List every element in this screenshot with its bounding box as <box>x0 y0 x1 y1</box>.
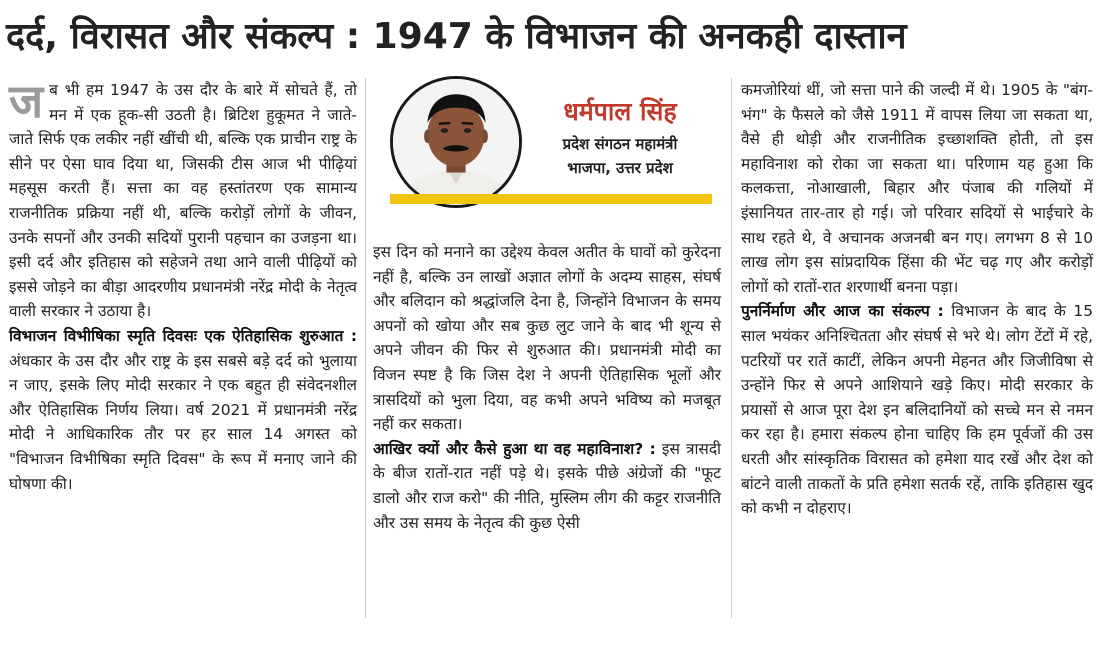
paragraph <box>741 299 1093 520</box>
article-headline: दर्द, विरासत और संकल्प : 1947 के विभाजन की अनकही दास्तान <box>6 16 907 57</box>
author-accent-bar <box>390 194 712 204</box>
paragraph: इस दिन को मनाने का उद्देश्य केवल अतीत के घावों को कुरेदना नहीं है, बल्कि उन लाखों अज्ञात लोगों के अदम्य साहस, संघर्ष और बलिदान को श्रद्धांजलि देना है, जिन्होंने विभाजन के समय अपनों को खोया और सब कुछ लुट जाने के बाद भी शून्य से अपने जीवन की फिर से शुरुआत की। प्रधानमंत्री मोदी का विजन स्पष्ट है कि जिस देश ने अपनी ऐतिहासिक भूलों और त्रासदियों को भुला दिया, वह कभी अपने भविष्य को मजबूत नहीं कर सकता। <box>373 243 721 434</box>
paragraph-text: ब भी हम 1947 के उस दौर के बारे में सोचते हैं, तो मन में एक हूक-सी उठती है। ब्रिटिश हुकूमत ने जाते-जाते सिर्फ एक लकीर नहीं खींची थी, बल्कि एक प्राचीन राष्ट्र के सीने पर ऐसा घाव दिया था, जिसकी टीस आज भी पीढ़ियां महसूस करती हैं। सत्ता का वह हस्तांतरण एक सामान्य राजनीतिक प्रक्रिया नहीं थी, बल्कि करोड़ों लोगों के जीवन, उनके सपनों और उनकी सदियों पुरानी पहचान का उजड़ना था। इसी दर्द और इतिहास को सहेजने तथा आने वाली पीढ़ियों को इससे जोड़ने का बीड़ा आदरणीय प्रधानमंत्री नरेंद्र मोदी के नेतृत्व वाली सरकार ने उठाया है। <box>9 81 357 321</box>
article-column-2 <box>373 240 721 535</box>
author-name: धर्मपाल सिंह <box>563 97 677 126</box>
column-divider <box>365 78 366 618</box>
author-portrait-illustration <box>393 79 519 205</box>
paragraph-text: अंधकार के उस दौर और राष्ट्र के इस सबसे बड़े दर्द को भुलाया न जाए, इसके लिए मोदी सरकार ने एक बहुत ही संवेदनशील और ऐतिहासिक निर्णय लिया। वर्ष 2021 में प्रधानमंत्री नरेंद्र मोदी ने आधिकारिक तौर पर हर साल 14 अगस्त को "विभाजन विभीषिका स्मृति दिवस" के रूप में मनाए जाने की घोषणा की। <box>9 351 357 493</box>
paragraph-text: विभाजन के बाद के 15 साल भयंकर अनिश्चितता और संघर्ष से भरे थे। लोग टेंटों में रहे, पटरियों पर रातें काटीं, लेकिन अपनी मेहनत और जिजीविषा से उन्होंने फिर से अपने आशियाने खड़े किए। मोदी सरकार के प्रयासों से आज पूरा देश इन बलिदानियों को सच्चे मन से नमन कर रहा है। हमारा संकल्प होना चाहिए कि हम पूर्वजों की उस धरती और सांस्कृतिक विरासत को हमेशा याद रखें और देश को बांटने वाली ताकतों के प्रति हमेशा सतर्क रहें, ताकि इतिहास खुद को कभी न दोहराए। <box>741 302 1093 518</box>
paragraph: कमजोरियां थीं, जो सत्ता पाने की जल्दी में थे। 1905 के "बंग-भंग" के फैसले को जैसे 1911 में वापस लिया जा सकता था, वैसे ही थोड़ी और राजनीतिक इच्छाशक्ति होती, तो इस महाविनाश को रोका जा सकता था। परिणाम यह हुआ कि कलकत्ता, नोआखाली, बिहार और पंजाब की गलियों में इंसानियत तार-तार हो गई। जो परिवार सदियों से भाईचारे के साथ रहते थे, वे अचानक अजनबी बन गए। लगभग 8 से 10 लाख लोग इस सांप्रदायिक हिंसा की भेंट चढ़ गए और करोड़ों लोगों को रातों-रात शरणार्थी बनना पड़ा। <box>741 81 1093 296</box>
author-role-line: प्रदेश संगठन महामंत्री <box>562 135 678 153</box>
paragraph <box>373 437 721 535</box>
paragraph <box>9 74 357 324</box>
column-divider <box>731 78 732 618</box>
drop-cap: ज <box>9 74 44 128</box>
paragraph-text: इस त्रासदी के बीज रातों-रात नहीं पड़े थे। इसके पीछे अंग्रेजों की "फूट डालो और राज करो" की नीति, मुस्लिम लीग की कट्टर राजनीति और उस समय के नेतृत्व की कुछ ऐसी <box>373 439 721 532</box>
author-photo <box>390 76 522 208</box>
author-box <box>382 76 712 210</box>
paragraph <box>9 324 357 496</box>
article-column-3 <box>741 78 1093 521</box>
subheading: विभाजन विभीषिका स्मृति दिवसः एक ऐतिहासिक शुरुआत : <box>9 326 357 345</box>
author-role-line: भाजपा, उत्तर प्रदेश <box>567 159 673 177</box>
article-column-1 <box>9 74 357 496</box>
subheading: आखिर क्यों और कैसे हुआ था वह महाविनाश? : <box>373 439 656 458</box>
author-role <box>530 132 710 180</box>
subheading: पुनर्निर्माण और आज का संकल्प : <box>741 302 944 321</box>
